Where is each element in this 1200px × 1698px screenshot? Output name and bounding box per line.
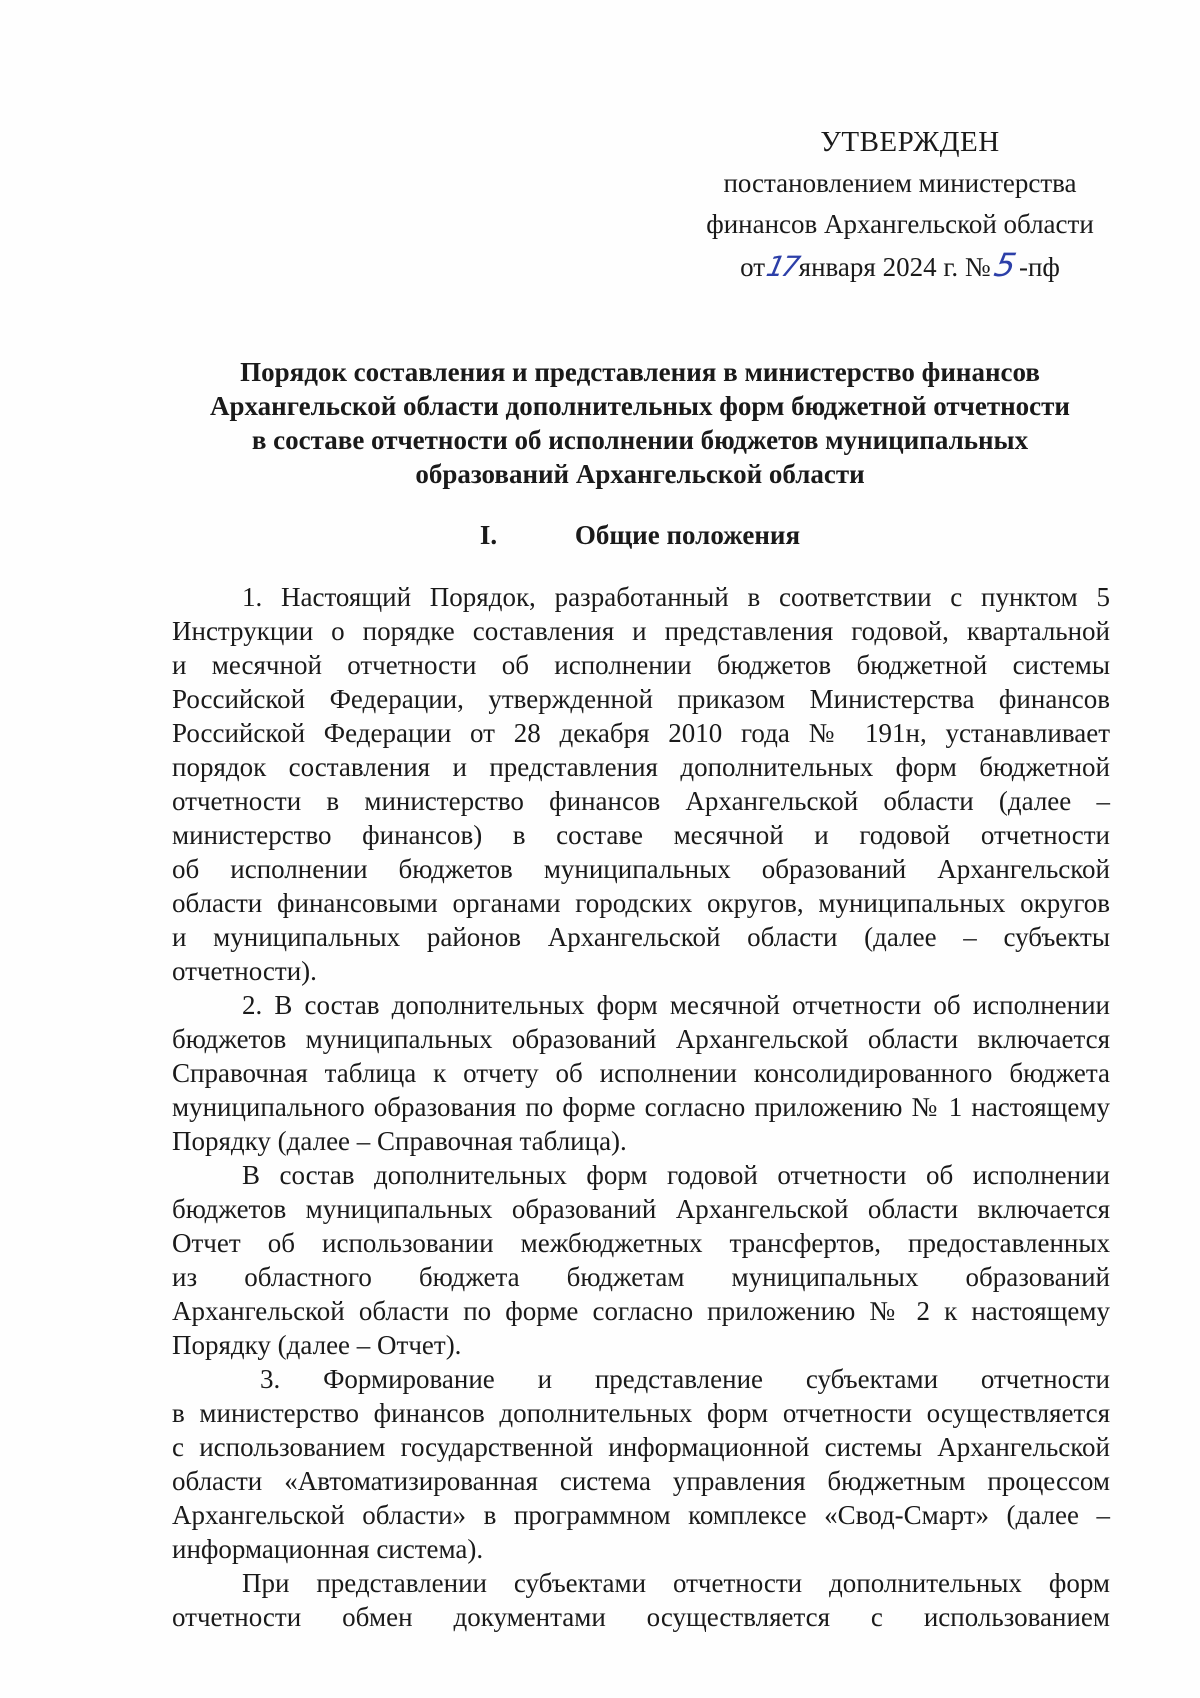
text-line: Российской Федерации от 28 декабря 2010 года № 191н, устанавливает [172,718,1110,748]
text-line: Отчет об использовании межбюджетных трансфертов, предоставленных [172,1228,1110,1258]
number-suffix: -пф [1018,252,1060,282]
section-title: Общие положения [574,520,801,550]
text-line: области финансовыми органами городских округов, муниципальных округов [172,888,1110,918]
text-line: В состав дополнительных форм годовой отчетности об исполнении [242,1160,1110,1190]
text-line: с использованием государственной информационной системы Архангельской [172,1432,1110,1462]
text-line: Порядку (далее – Отчет). [172,1330,462,1360]
paragraph-2 [172,988,1110,1158]
paragraph-1 [172,580,1110,988]
text-line: 1. Настоящий Порядок, разработанный в соответствии с пунктом 5 [242,582,1110,612]
text-line: министерство финансов) в составе месячной и годовой отчетности [172,820,1110,850]
text-line: в министерство финансов дополнительных форм отчетности осуществляется [172,1398,1110,1428]
text-line: отчетности). [172,956,317,986]
document-title-line: в составе отчетности об исполнении бюджетов муниципальных [251,425,1029,455]
document-body [172,580,1110,1634]
handwritten-number: 5 [990,246,1020,284]
paragraph-5 [172,1566,1110,1634]
paragraph-4 [172,1362,1110,1566]
approval-title: УТВЕРЖДЕН [820,126,1000,158]
date-rest: января 2024 г. № [798,252,991,282]
text-line: отчетности обмен документами осуществляется с использованием [172,1602,1110,1632]
handwritten-day: 17 [763,250,801,283]
document-title-line: Архангельской области дополнительных форм бюджетной отчетности [210,391,1070,421]
approval-line-2: финансов Архангельской области [706,209,1094,239]
text-line: Справочная таблица к отчету об исполнении консолидированного бюджета [172,1058,1110,1088]
date-prefix: от [740,252,766,282]
text-line: Архангельской области» в программном комплексе «Свод-Смарт» (далее – [172,1500,1110,1530]
text-line: области «Автоматизированная система управления бюджетным процессом [172,1466,1110,1496]
text-line: из областного бюджета бюджетам муниципальных образований [172,1262,1110,1292]
text-line: При представлении субъектами отчетности дополнительных форм [242,1568,1110,1598]
text-line: Порядку (далее – Справочная таблица). [172,1126,627,1156]
approval-stamp [690,122,1110,288]
text-line: 3. Формирование и представление субъектами отчетности [260,1364,1110,1394]
text-line: об исполнении бюджетов муниципальных образований Архангельской [172,854,1110,884]
text-line: бюджетов муниципальных образований Архангельской области включается [172,1194,1110,1224]
text-line: и муниципальных районов Архангельской области (далее – субъекты [172,922,1110,952]
document-title-line: образований Архангельской области [415,459,865,489]
section-heading [170,520,1110,551]
text-line: бюджетов муниципальных образований Архангельской области включается [172,1024,1110,1054]
document-title [170,355,1110,491]
text-line: Архангельской области по форме согласно приложению № 2 к настоящему [172,1296,1110,1326]
document-title-line: Порядок составления и представления в министерство финансов [240,357,1040,387]
text-line: муниципального образования по форме согласно приложению № 1 настоящему [172,1092,1110,1122]
text-line: информационная система). [172,1534,484,1564]
text-line: отчетности в министерство финансов Архангельской области (далее – [172,786,1110,816]
paragraph-3 [172,1158,1110,1362]
text-line: Инструкции о порядке составления и представления годовой, квартальной [172,616,1110,646]
text-line: и месячной отчетности об исполнении бюджетов бюджетной системы [172,650,1110,680]
section-number: I. [479,520,498,550]
approval-line-1: постановлением министерства [723,168,1077,198]
text-line: Российской Федерации, утвержденной приказом Министерства финансов [172,684,1110,714]
text-line: 2. В состав дополнительных форм месячной отчетности об исполнении [242,990,1110,1020]
text-line: порядок составления и представления дополнительных форм бюджетной [172,752,1110,782]
approval-date-line [690,245,1110,288]
